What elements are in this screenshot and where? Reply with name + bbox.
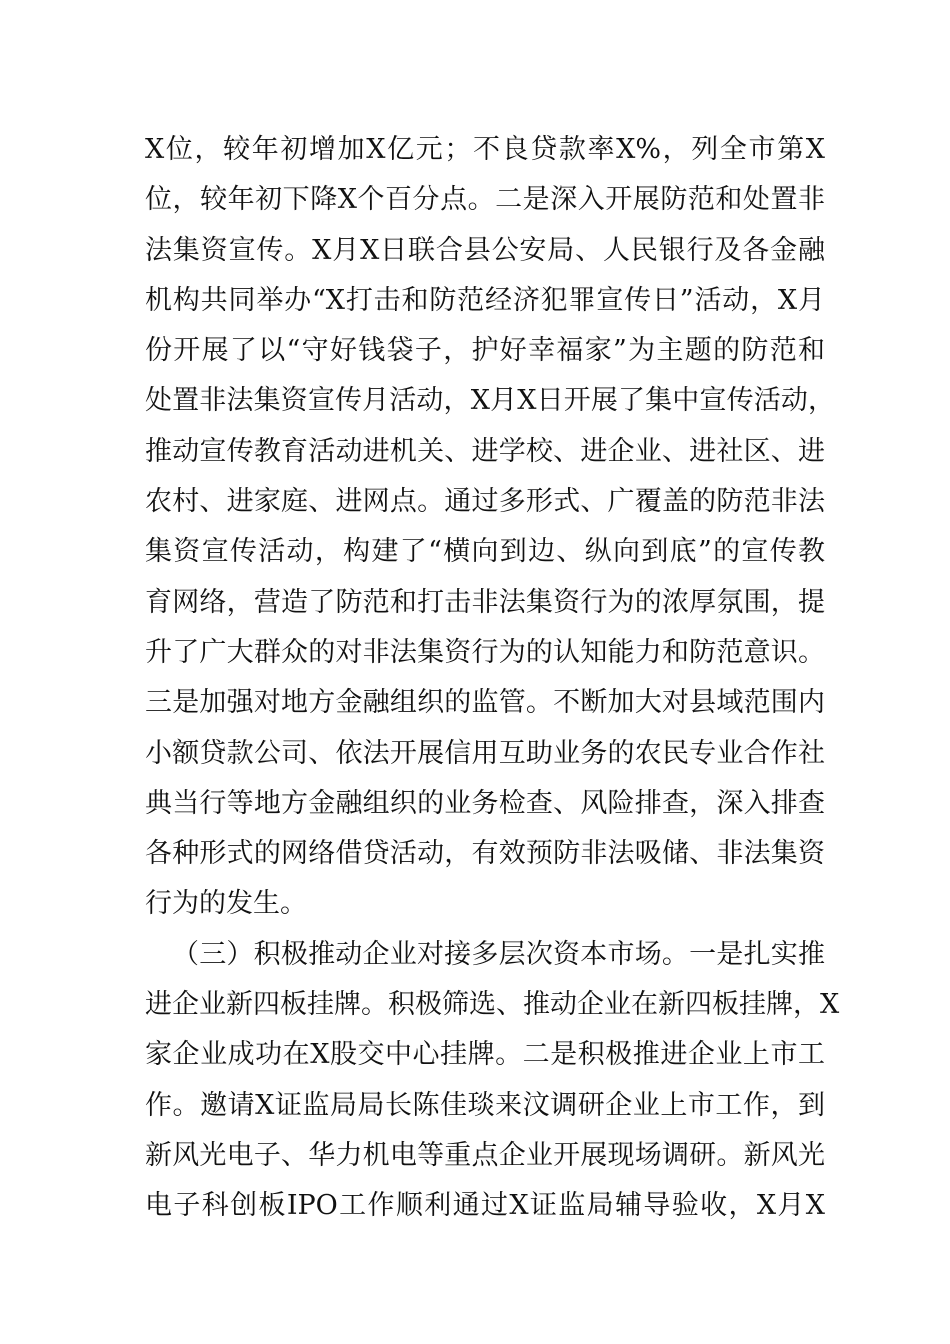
text-line: 作。邀请X证监局局长陈佳琰来汶调研企业上市工作，到 bbox=[145, 1089, 825, 1121]
text-line: 法集资宣传。X月X日联合县公安局、人民银行及各金融 bbox=[145, 234, 825, 266]
text-line: 推动宣传教育活动进机关、进学校、进企业、进社区、进 bbox=[145, 435, 825, 467]
text-line: 集资宣传活动，构建了“横向到边、纵向到底”的宣传教 bbox=[145, 536, 825, 568]
text-line: 典当行等地方金融组织的业务检查、风险排查，深入排查 bbox=[145, 787, 825, 819]
text-line: 三是加强对地方金融组织的监管。不断加大对县域范围内 bbox=[145, 687, 825, 719]
text-line: 小额贷款公司、依法开展信用互助业务的农民专业合作社 bbox=[145, 737, 825, 769]
text-line: 升了广大群众的对非法集资行为的认知能力和防范意识。 bbox=[145, 636, 825, 668]
text-line: 新风光电子、华力机电等重点企业开展现场调研。新风光 bbox=[145, 1139, 825, 1171]
text-line: 育网络，营造了防范和打击非法集资行为的浓厚氛围，提 bbox=[145, 586, 825, 618]
text-line: 机构共同举办“X打击和防范经济犯罪宣传日”活动，X月 bbox=[145, 284, 825, 316]
text-line: 份开展了以“守好钱袋子，护好幸福家”为主题的防范和 bbox=[145, 335, 825, 367]
section-heading-line: （三）积极推动企业对接多层次资本市场。一是扎实推 bbox=[172, 938, 825, 970]
text-line: 各种形式的网络借贷活动，有效预防非法吸储、非法集资 bbox=[145, 838, 825, 870]
text-line: 农村、进家庭、进网点。通过多形式、广覆盖的防范非法 bbox=[145, 486, 825, 518]
text-line: 位，较年初下降X个百分点。二是深入开展防范和处置非 bbox=[145, 184, 825, 216]
body-text bbox=[145, 125, 840, 1232]
text-line: 家企业成功在X股交中心挂牌。二是积极推进企业上市工 bbox=[145, 1039, 825, 1071]
text-line: 行为的发生。 bbox=[145, 888, 307, 920]
text-line: 进企业新四板挂牌。积极筛选、推动企业在新四板挂牌，X bbox=[145, 989, 840, 1021]
text-line: 电子科创板IPO工作顺利通过X证监局辅导验收，X月X bbox=[145, 1190, 825, 1222]
text-line: X位，较年初增加X亿元；不良贷款率X%，列全市第X bbox=[145, 134, 825, 165]
text-line: 处置非法集资宣传月活动，X月X日开展了集中宣传活动， bbox=[145, 385, 835, 417]
